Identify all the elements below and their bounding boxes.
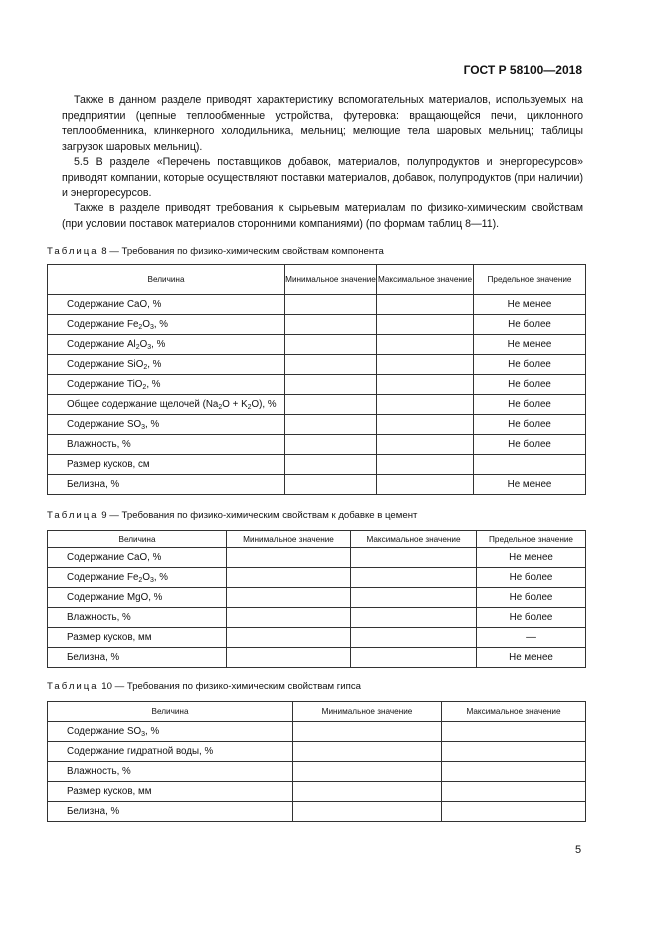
min-cell[interactable] xyxy=(285,355,377,375)
table10 xyxy=(47,701,586,822)
row-name: Размер кусков, см xyxy=(48,455,285,475)
table-row xyxy=(48,548,586,568)
table9-header-min: Минимальное значение xyxy=(227,531,351,548)
paragraph-text: Также в данном разделе приводят характеристику вспомогательных материалов, используемых на предприятии (цепные теплообменные устройства, футеровка: вращающейся печи, циклонного теплообменника, клинкерного холодильника, мельниц; мелющие тела шаровых мельниц; таблицы загрузок шаровых мельниц). xyxy=(62,94,583,153)
row-name: Содержание CaO, % xyxy=(48,295,285,315)
max-cell[interactable] xyxy=(377,395,474,415)
max-cell[interactable] xyxy=(377,475,474,495)
max-cell[interactable] xyxy=(442,802,586,822)
table-row xyxy=(48,568,586,588)
min-cell[interactable] xyxy=(227,568,351,588)
min-cell[interactable] xyxy=(293,722,442,742)
limit-cell: Не менее xyxy=(474,295,586,315)
row-name: Содержание MgO, % xyxy=(48,588,227,608)
table8-header-limit: Предельное значение xyxy=(474,265,586,295)
max-cell[interactable] xyxy=(377,355,474,375)
table-row xyxy=(48,315,586,335)
row-name: Влажность, % xyxy=(48,762,293,782)
max-cell[interactable] xyxy=(351,588,477,608)
caption-text: 10 — Требования по физико-химическим свойствам гипса xyxy=(101,681,361,692)
table-row xyxy=(48,415,586,435)
max-cell[interactable] xyxy=(351,648,477,668)
min-cell[interactable] xyxy=(285,335,377,355)
row-name: Содержание $SO_3$, % xyxy=(48,415,285,435)
table-row xyxy=(48,335,586,355)
limit-cell: Не более xyxy=(474,315,586,335)
row-name: Содержание $SO_3$, % xyxy=(48,722,293,742)
limit-cell: Не более xyxy=(477,568,586,588)
min-cell[interactable] xyxy=(285,295,377,315)
table-row xyxy=(48,395,586,415)
paragraph-text: Также в разделе приводят требования к сырьевым материалам по физико-химическим свойствам (при условии поставок материалов сторонними компаниями) (по формам таблиц 8—11). xyxy=(62,202,583,230)
row-name: Размер кусков, мм xyxy=(48,628,227,648)
limit-cell: Не более xyxy=(474,415,586,435)
min-cell[interactable] xyxy=(227,588,351,608)
paragraph-5-5-suppliers xyxy=(62,155,583,202)
table10-header-max: Максимальное значение xyxy=(442,702,586,722)
row-name: Содержание гидратной воды, % xyxy=(48,742,293,762)
max-cell[interactable] xyxy=(377,415,474,435)
max-cell[interactable] xyxy=(351,568,477,588)
min-cell[interactable] xyxy=(285,435,377,455)
table9 xyxy=(47,530,586,668)
page-number: 5 xyxy=(575,844,582,856)
paragraph-text: 5.5 В разделе «Перечень поставщиков добавок, материалов, полупродуктов и энергоресурсов» приводят компании, которые осуществляют поставки материалов, добавок, полупродуктов (при наличии) и энергоресурсов. xyxy=(62,156,583,200)
table-row xyxy=(48,648,586,668)
min-cell[interactable] xyxy=(293,762,442,782)
table8-header-quantity: Величина xyxy=(48,265,285,295)
max-cell[interactable] xyxy=(377,295,474,315)
limit-cell: Не более xyxy=(477,588,586,608)
limit-cell: Не более xyxy=(474,395,586,415)
table-row xyxy=(48,742,586,762)
limit-cell: Не более xyxy=(474,375,586,395)
min-cell[interactable] xyxy=(285,395,377,415)
min-cell[interactable] xyxy=(227,648,351,668)
row-name: Влажность, % xyxy=(48,608,227,628)
row-name: Влажность, % xyxy=(48,435,285,455)
table10-header-min: Минимальное значение xyxy=(293,702,442,722)
table-row xyxy=(48,762,586,782)
table8-caption xyxy=(47,246,384,257)
min-cell[interactable] xyxy=(285,455,377,475)
limit-cell: Не более xyxy=(477,608,586,628)
row-name: Общее содержание щелочей $(Na_2O + K_2O)$, % xyxy=(48,395,285,415)
table-row xyxy=(48,435,586,455)
table10-caption xyxy=(47,681,361,692)
min-cell[interactable] xyxy=(227,608,351,628)
min-cell[interactable] xyxy=(285,475,377,495)
row-name: Белизна, % xyxy=(48,648,227,668)
table-row xyxy=(48,782,586,802)
row-name: Содержание $Fe_2O_3$, % xyxy=(48,315,285,335)
table-row xyxy=(48,608,586,628)
limit-cell: Не менее xyxy=(477,648,586,668)
limit-cell: Не более xyxy=(474,435,586,455)
limit-cell: Не менее xyxy=(474,475,586,495)
max-cell[interactable] xyxy=(442,742,586,762)
table8-header-min: Минимальное значение xyxy=(285,265,377,295)
row-name: Содержание TiO$_2$, % xyxy=(48,375,285,395)
caption-word: Таблица xyxy=(47,246,99,257)
caption-text: 8 — Требования по физико-химическим свойствам компонента xyxy=(101,246,384,257)
paragraph-auxiliary-materials xyxy=(62,93,583,155)
max-cell[interactable] xyxy=(351,628,477,648)
table9-header-quantity: Величина xyxy=(48,531,227,548)
table-row xyxy=(48,455,586,475)
limit-cell: Не менее xyxy=(474,335,586,355)
max-cell[interactable] xyxy=(377,335,474,355)
table-row xyxy=(48,295,586,315)
max-cell[interactable] xyxy=(442,782,586,802)
row-name: Содержание $Fe_2O_3$, % xyxy=(48,568,227,588)
caption-text: 9 — Требования по физико-химическим свойствам к добавке в цемент xyxy=(101,510,418,521)
limit-cell xyxy=(474,455,586,475)
min-cell[interactable] xyxy=(293,742,442,762)
min-cell[interactable] xyxy=(293,802,442,822)
min-cell[interactable] xyxy=(227,548,351,568)
max-cell[interactable] xyxy=(442,722,586,742)
table9-header-max: Максимальное значение xyxy=(351,531,477,548)
table8-header-max: Максимальное значение xyxy=(377,265,474,295)
max-cell[interactable] xyxy=(377,435,474,455)
limit-cell: Не менее xyxy=(477,548,586,568)
max-cell[interactable] xyxy=(377,315,474,335)
limit-cell: — xyxy=(477,628,586,648)
row-name: Содержание $Al_2O_3$, % xyxy=(48,335,285,355)
table10-header-quantity: Величина xyxy=(48,702,293,722)
row-name: Белизна, % xyxy=(48,802,293,822)
min-cell[interactable] xyxy=(285,315,377,335)
paragraph-raw-material-requirements xyxy=(62,201,583,232)
table-row xyxy=(48,475,586,495)
max-cell[interactable] xyxy=(377,455,474,475)
max-cell[interactable] xyxy=(377,375,474,395)
table-row xyxy=(48,722,586,742)
max-cell[interactable] xyxy=(351,608,477,628)
row-name: Размер кусков, мм xyxy=(48,782,293,802)
document-id-header: ГОСТ Р 58100—2018 xyxy=(463,63,582,77)
caption-word: Таблица xyxy=(47,681,99,692)
table-row xyxy=(48,355,586,375)
row-name: Содержание SiO$_2$, % xyxy=(48,355,285,375)
table9-header-limit: Предельное значение xyxy=(477,531,586,548)
min-cell[interactable] xyxy=(293,782,442,802)
table-row xyxy=(48,588,586,608)
limit-cell: Не более xyxy=(474,355,586,375)
table-row xyxy=(48,375,586,395)
table9-caption xyxy=(47,510,417,521)
min-cell[interactable] xyxy=(285,415,377,435)
row-name: Белизна, % xyxy=(48,475,285,495)
min-cell[interactable] xyxy=(227,628,351,648)
min-cell[interactable] xyxy=(285,375,377,395)
caption-word: Таблица xyxy=(47,510,99,521)
max-cell[interactable] xyxy=(351,548,477,568)
table-row xyxy=(48,628,586,648)
row-name: Содержание CaO, % xyxy=(48,548,227,568)
table-row xyxy=(48,802,586,822)
table8 xyxy=(47,264,586,495)
max-cell[interactable] xyxy=(442,762,586,782)
